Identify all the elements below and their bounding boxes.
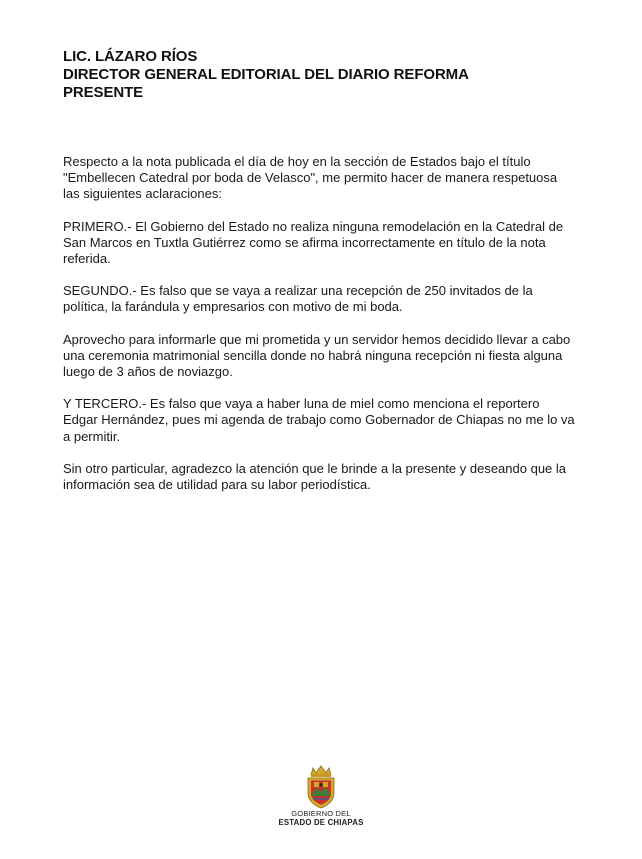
first-point-paragraph: PRIMERO.- El Gobierno del Estado no realiza ninguna remodelación en la Catedral de San Marcos en Tuxtla Gutiérrez como se afirma incorrectamente en título de la nota referida.	[63, 218, 564, 267]
intro-paragraph: Respecto a la nota publicada el día de hoy en la sección de Estados bajo el título "Embellecen Catedral por boda de Velasco", me permito hacer de manera respetuosa las siguientes aclaraciones:	[63, 154, 558, 202]
chiapas-coat-of-arms-icon	[304, 765, 338, 809]
letter-body	[63, 154, 575, 509]
letter-header	[63, 48, 603, 102]
recipient-title: DIRECTOR GENERAL EDITORIAL DEL DIARIO REFORMA	[63, 66, 469, 83]
seal-line-state: ESTADO DE CHIAPAS	[278, 818, 364, 827]
salutation-present: PRESENTE	[63, 84, 144, 101]
third-point-paragraph: Y TERCERO.- Es falso que vaya a haber luna de miel como menciona el reportero Edgar Hernández, pues mi agenda de trabajo como Gobernador de Chiapas no me lo va a permitir.	[63, 396, 575, 444]
closing-paragraph: Sin otro particular, agradezco la atención que le brinde a la presente y deseando que la información sea de utilidad para su labor periodística.	[63, 460, 567, 493]
seal-line-government: GOBIERNO DEL	[291, 809, 351, 818]
recipient-name: LIC. LÁZARO RÍOS	[63, 48, 198, 65]
second-point-paragraph: SEGUNDO.- Es falso que se vaya a realizar una recepción de 250 invitados de la política, la farándula y empresarios con motivo de mi boda.	[63, 283, 533, 315]
ceremony-paragraph: Aprovecho para informarle que mi prometida y un servidor hemos decidido llevar a cabo una ceremonia matrimonial sencilla donde no habrá ninguna recepción ni fiesta alguna luego de 3 años de noviazgo.	[63, 331, 571, 380]
government-seal	[268, 765, 374, 827]
